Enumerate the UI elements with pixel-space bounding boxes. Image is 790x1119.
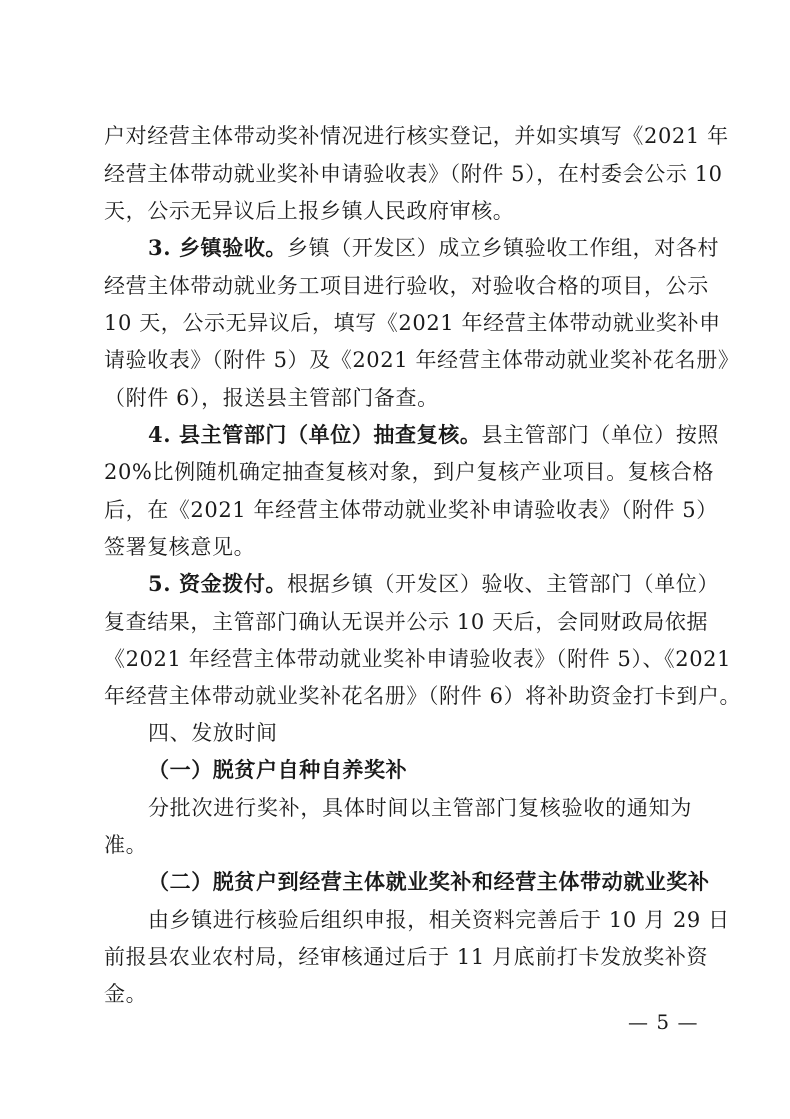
paragraph-line: 签署复核意见。 <box>104 535 256 559</box>
paragraph-line: 前报县农业农村局，经审核通过后于 11 月底前打卡发放奖补资 <box>104 945 709 969</box>
section-heading: 四、发放时间 <box>148 721 278 745</box>
item-heading: 5. 资金拨付。 <box>148 571 288 596</box>
paragraph-line: 经营主体带动就业务工项目进行验收，对验收合格的项目，公示 <box>104 274 709 298</box>
paragraph-line <box>148 569 719 599</box>
item-text: 县主管部门（单位）按照 <box>481 423 720 447</box>
paragraph-line: 20%比例随机确定抽查复核对象，到户复核产业项目。复核合格 <box>104 460 715 484</box>
paragraph-line: 年经营主体带动就业奖补花名册》（附件 6）将补助资金打卡到户。 <box>104 684 742 708</box>
item-text: 根据乡镇（开发区）验收、主管部门（单位） <box>287 572 720 596</box>
paragraph-line: （附件 6），报送县主管部门备查。 <box>104 386 439 410</box>
subsection-heading: （一）脱贫户自种自养奖补 <box>148 757 408 782</box>
subsection-heading: （二）脱贫户到经营主体就业奖补和经营主体带动就业奖补 <box>148 869 710 894</box>
paragraph-line: 后，在《2021 年经营主体带动就业奖补申请验收表》（附件 5） <box>104 498 718 522</box>
paragraph-line: 《2021 年经营主体带动就业奖补申请验收表》（附件 5）、《2021 <box>104 647 732 671</box>
paragraph-line: 准。 <box>104 833 148 857</box>
paragraph-line: 金。 <box>104 982 148 1006</box>
paragraph-line <box>148 420 719 450</box>
item-heading: 3. 乡镇验收。 <box>148 235 288 260</box>
paragraph-line: 户对经营主体带动奖补情况进行核实登记，并如实填写《2021 年 <box>104 124 729 148</box>
paragraph-line: 天，公示无异议后上报乡镇人民政府审核。 <box>104 199 515 223</box>
paragraph-line: 10 天，公示无异议后，填写《2021 年经营主体带动就业奖补申 <box>104 311 721 335</box>
paragraph-line: 经营主体带动就业奖补申请验收表》（附件 5），在村委会公示 10 <box>104 162 723 186</box>
item-heading: 4. 县主管部门（单位）抽查复核。 <box>148 422 482 447</box>
paragraph-line: 由乡镇进行核验后组织申报，相关资料完善后于 10 月 29 日 <box>148 908 730 932</box>
page-number: — 5 — <box>628 1010 699 1034</box>
paragraph-line: 分批次进行奖补，具体时间以主管部门复核验收的通知为 <box>148 796 692 820</box>
item-text: 乡镇（开发区）成立乡镇验收工作组，对各村 <box>287 236 720 260</box>
paragraph-line: 复查结果，主管部门确认无误并公示 10 天后，会同财政局依据 <box>104 610 709 634</box>
paragraph-line <box>148 233 719 263</box>
paragraph-line: 请验收表》（附件 5）及《2021 年经营主体带动就业奖补花名册》 <box>104 348 740 372</box>
